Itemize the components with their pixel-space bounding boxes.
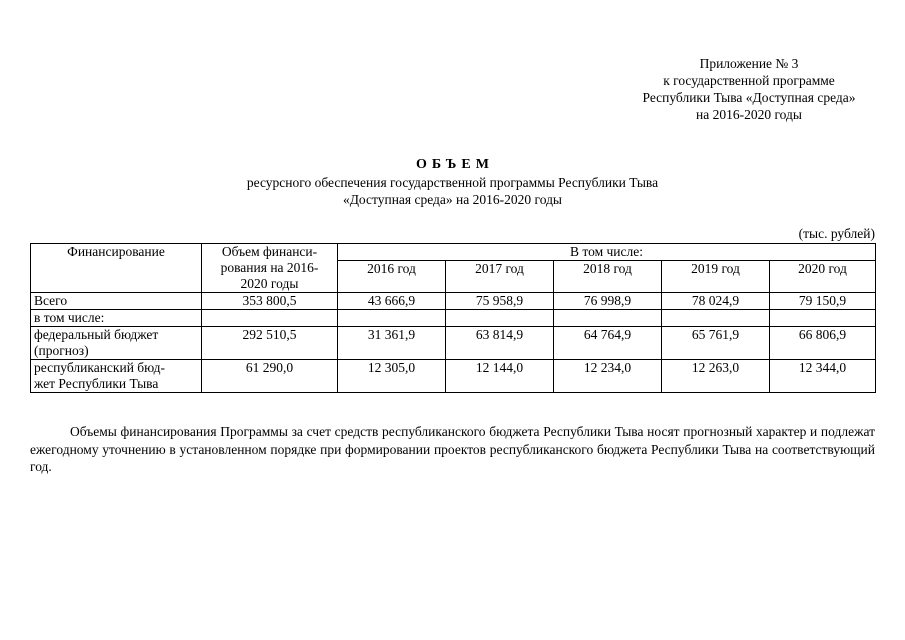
row-total: 292 510,5 xyxy=(202,327,338,360)
header-volume-line: Объем финанси- xyxy=(221,244,318,259)
row-value: 75 958,9 xyxy=(446,293,554,310)
row-value: 79 150,9 xyxy=(770,293,876,310)
row-label-line: жет Республики Тыва xyxy=(34,376,159,391)
row-value: 12 234,0 xyxy=(554,360,662,393)
table-row xyxy=(31,360,876,393)
row-value: 78 024,9 xyxy=(662,293,770,310)
appendix-line: к государственной программе xyxy=(663,73,835,88)
row-total xyxy=(202,310,338,327)
header-volume xyxy=(202,244,338,293)
appendix-line: Республики Тыва «Доступная среда» xyxy=(642,90,856,105)
table-row xyxy=(31,327,876,360)
row-value: 64 764,9 xyxy=(554,327,662,360)
row-label-line: республиканский бюд- xyxy=(34,360,165,375)
title-line: ресурсного обеспечения государственной программы Республики Тыва xyxy=(246,174,659,190)
table-row xyxy=(31,293,876,310)
row-value: 66 806,9 xyxy=(770,327,876,360)
title-heading: ОБЪЕМ xyxy=(416,157,494,172)
row-value xyxy=(554,310,662,327)
table-row xyxy=(31,310,876,327)
document-title xyxy=(0,156,905,209)
row-value xyxy=(446,310,554,327)
row-value: 31 361,9 xyxy=(338,327,446,360)
row-label xyxy=(31,327,202,360)
row-label: в том числе: xyxy=(31,310,202,327)
header-year: 2019 год xyxy=(662,261,770,293)
appendix-header xyxy=(600,55,898,123)
appendix-number: Приложение № 3 xyxy=(699,56,799,71)
row-value xyxy=(770,310,876,327)
financing-table xyxy=(30,243,876,393)
header-volume-line: рования на 2016- xyxy=(220,260,319,275)
row-label-line: федеральный бюджет xyxy=(34,327,159,342)
row-value xyxy=(338,310,446,327)
row-value: 65 761,9 xyxy=(662,327,770,360)
row-value: 76 998,9 xyxy=(554,293,662,310)
row-value: 12 144,0 xyxy=(446,360,554,393)
row-total: 61 290,0 xyxy=(202,360,338,393)
row-value: 12 305,0 xyxy=(338,360,446,393)
row-value xyxy=(662,310,770,327)
title-line: «Доступная среда» на 2016-2020 годы xyxy=(342,192,563,207)
footnote-paragraph: Объемы финансирования Программы за счет средств республиканского бюджета Республики Тыва носят прогнозный характер и подлежат ежегодному уточнению в установленном порядке при формировании проектов республиканского бюджета Республики Тыва на соответствующий год. xyxy=(30,424,875,474)
row-total: 353 800,5 xyxy=(202,293,338,310)
appendix-line: на 2016-2020 годы xyxy=(696,107,802,122)
header-year: 2018 год xyxy=(554,261,662,293)
header-year: 2017 год xyxy=(446,261,554,293)
header-including: В том числе: xyxy=(338,244,876,261)
row-value: 43 666,9 xyxy=(338,293,446,310)
row-value: 12 344,0 xyxy=(770,360,876,393)
header-year: 2016 год xyxy=(338,261,446,293)
unit-label: (тыс. рублей) xyxy=(798,226,875,241)
table-header-row xyxy=(31,244,876,261)
header-financing: Финансирование xyxy=(31,244,202,293)
row-label: Всего xyxy=(31,293,202,310)
row-value: 63 814,9 xyxy=(446,327,554,360)
header-year: 2020 год xyxy=(770,261,876,293)
row-value: 12 263,0 xyxy=(662,360,770,393)
row-label-line: (прогноз) xyxy=(34,343,89,358)
header-volume-line: 2020 годы xyxy=(240,276,299,291)
row-label xyxy=(31,360,202,393)
